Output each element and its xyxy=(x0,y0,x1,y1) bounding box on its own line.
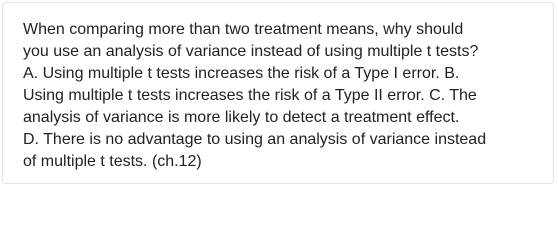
question-text: When comparing more than two treatment means, why should you use an analysis of variance instead of using multiple t tests? A. Using multiple t tests increases the risk of a Type I error. B. Using multiple t tests increases the risk of a Type II error. C. The analysis of variance is more likely to detect a treatment effect. D. There is no advantage to using an analysis of variance instead of multiple t tests. (ch.12) xyxy=(23,21,487,170)
question-card xyxy=(2,2,554,184)
